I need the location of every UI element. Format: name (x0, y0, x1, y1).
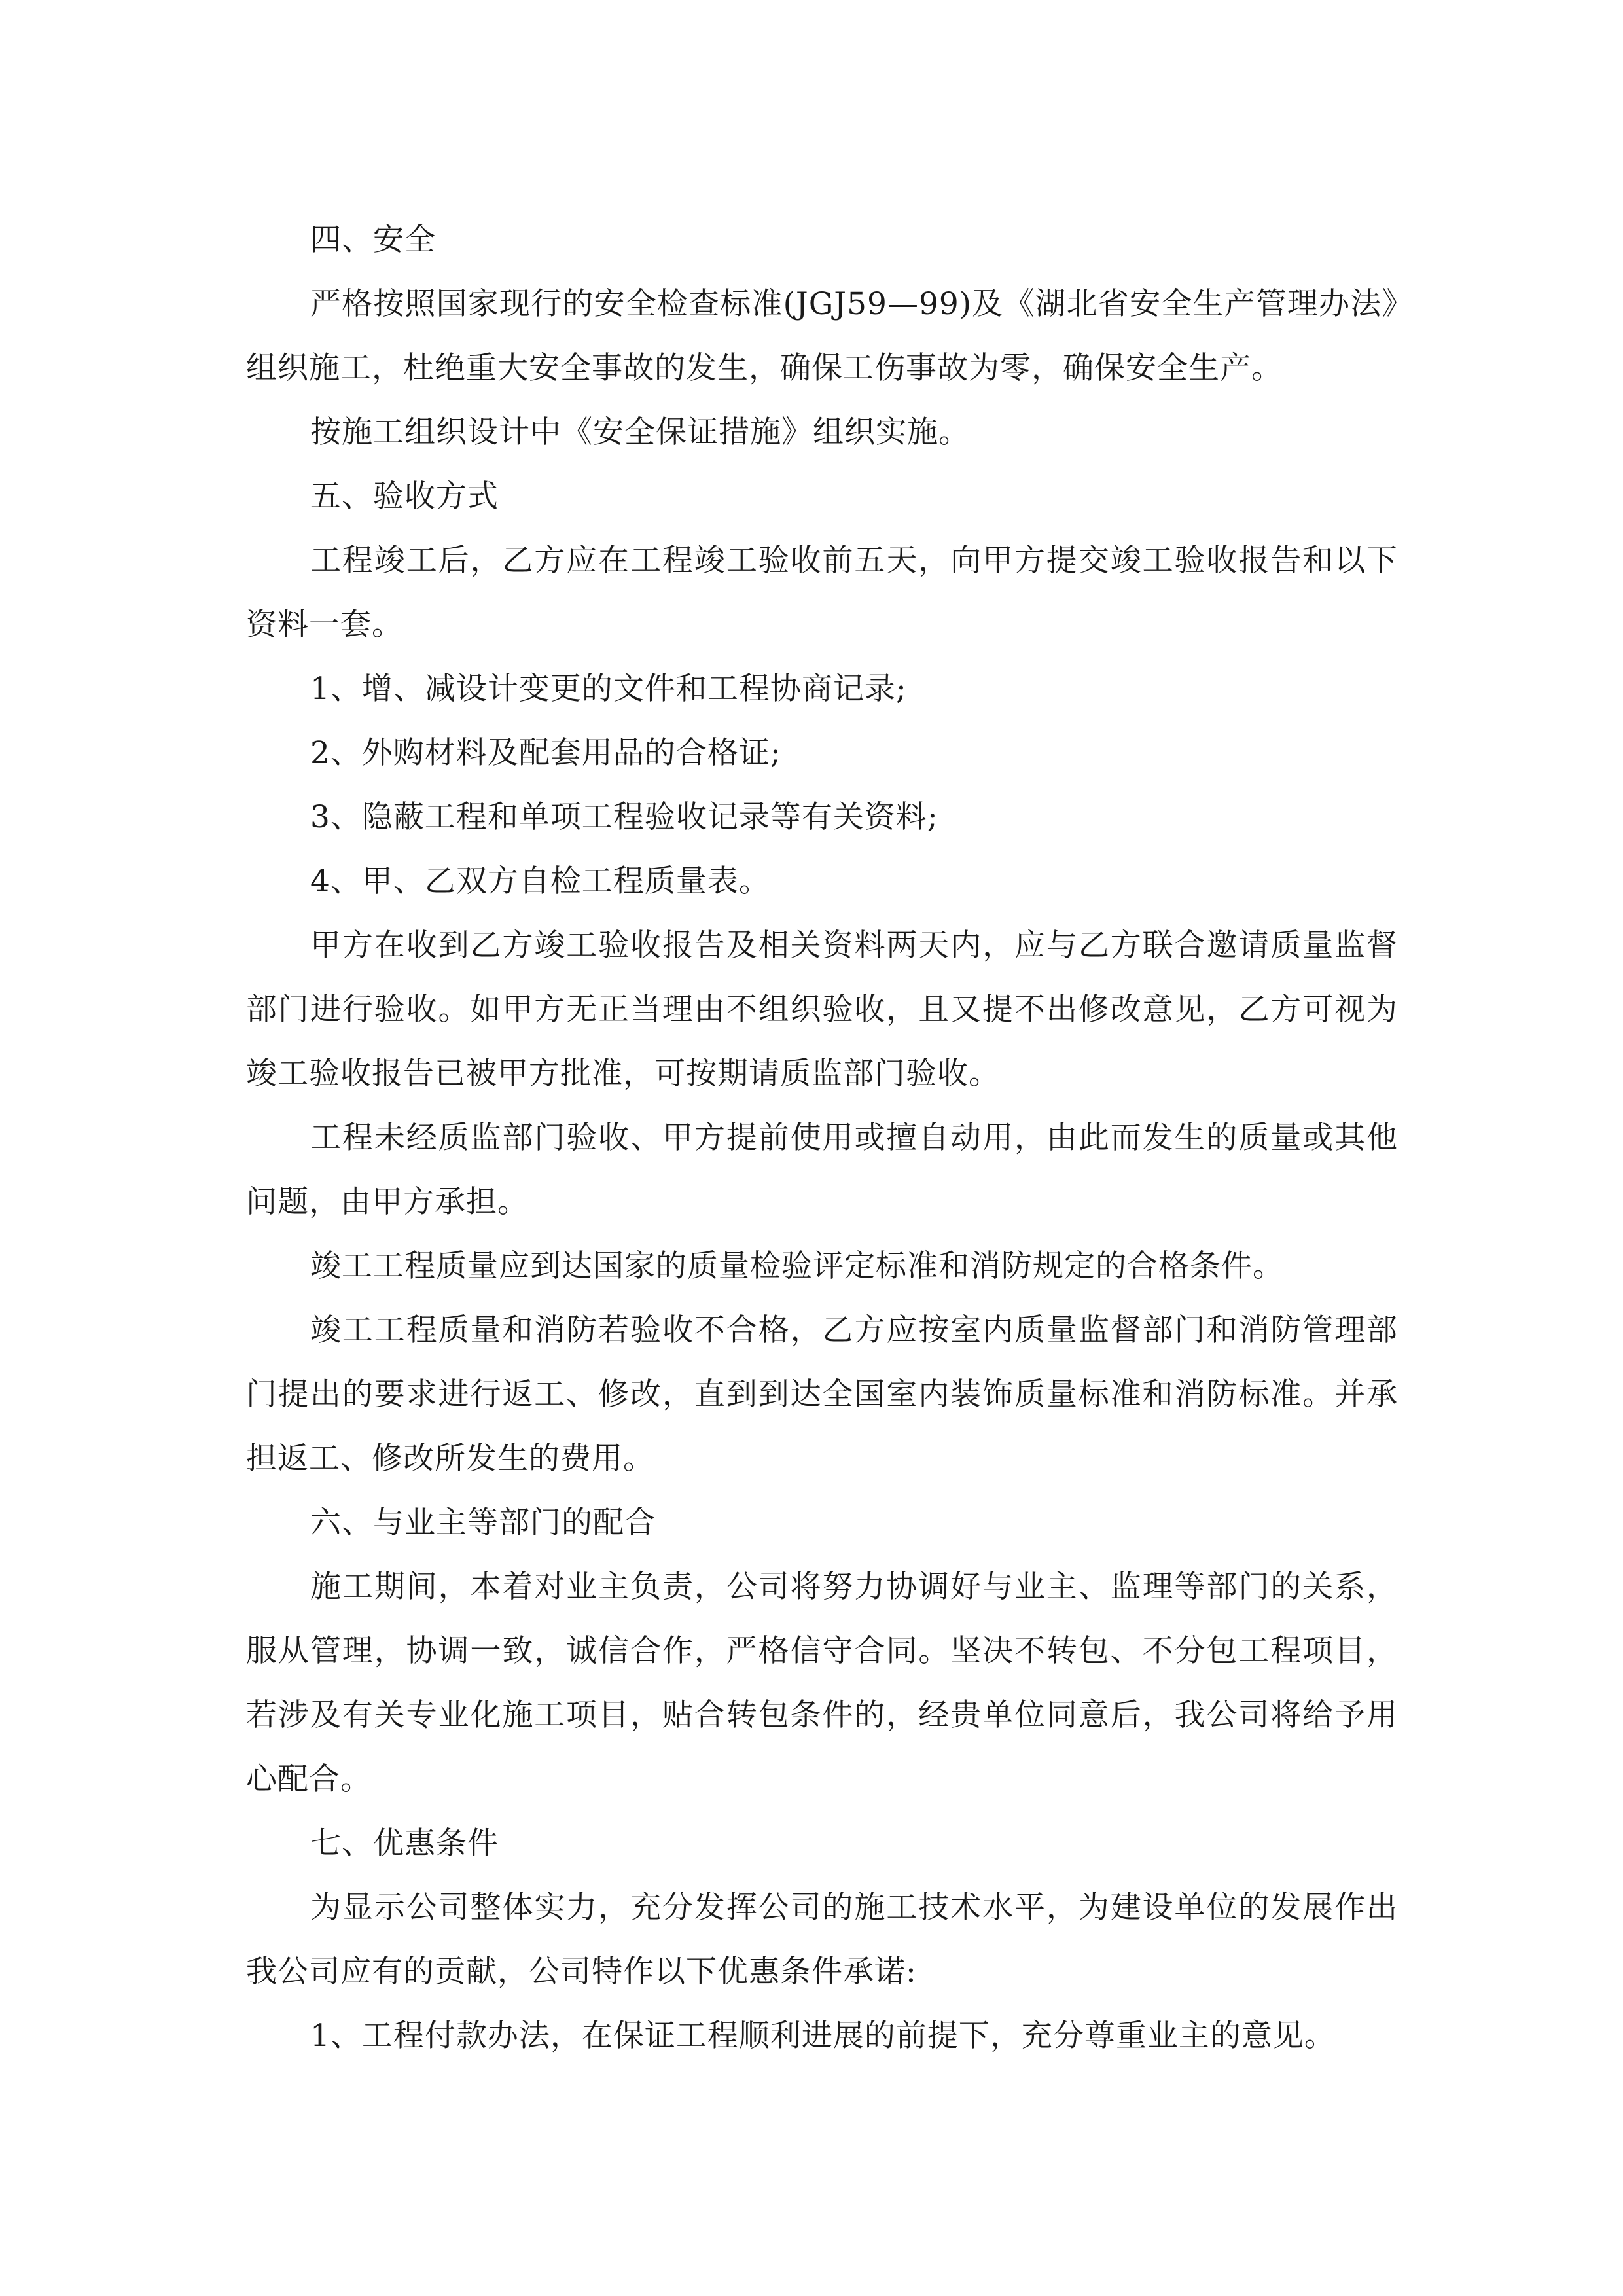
section-heading-acceptance: 五、验收方式 (310, 478, 499, 514)
list-item-2: 2、外购材料及配套用品的合格证; (310, 735, 781, 771)
list-item-1: 1、增、减设计变更的文件和工程协商记录; (310, 671, 907, 707)
paragraph-acceptance-report: 工程竣工后，乙方应在工程竣工验收前五天，向甲方提交竣工验收报告和以下资料一套。 (246, 543, 1398, 643)
paragraph-acceptance-process: 甲方在收到乙方竣工验收报告及相关资料两天内，应与乙方联合邀请质量监督部门进行验收。如甲方无正当理由不组织验收，且又提不出修改意见，乙方可视为竣工验收报告已被甲方批准，可按期请质监部门验收。 (246, 927, 1398, 1092)
paragraph-unapproved-use: 工程未经质监部门验收、甲方提前使用或擅自动用，由此而发生的质量或其他问题，由甲方承担。 (246, 1120, 1398, 1220)
paragraph-preferential-intro: 为显示公司整体实力，充分发挥公司的施工技术水平，为建设单位的发展作出我公司应有的贡献，公司特作以下优惠条件承诺: (246, 1890, 1398, 1990)
section-heading-safety: 四、安全 (310, 222, 436, 258)
paragraph-safety-measures: 按施工组织设计中《安全保证措施》组织实施。 (310, 414, 970, 450)
paragraph-quality-standard: 竣工工程质量应到达国家的质量检验评定标准和消防规定的合格条件。 (310, 1248, 1284, 1284)
paragraph-rework: 竣工工程质量和消防若验收不合格，乙方应按室内质量监督部门和消防管理部门提出的要求进行返工、修改，直到到达全国室内装饰质量标准和消防标准。并承担返工、修改所发生的费用。 (246, 1312, 1398, 1477)
section-heading-preferential: 七、优惠条件 (310, 1825, 499, 1861)
list-item-3: 3、隐蔽工程和单项工程验收记录等有关资料; (310, 799, 938, 835)
list-item-payment: 1、工程付款办法，在保证工程顺利进展的前提下，充分尊重业主的意见。 (310, 2018, 1336, 2054)
paragraph-safety-standard: 严格按照国家现行的安全检查标准(JGJ59—99)及《湖北省安全生产管理办法》组织施工，杜绝重大安全事故的发生，确保工伤事故为零，确保安全生产。 (246, 286, 1398, 386)
section-heading-cooperation: 六、与业主等部门的配合 (310, 1505, 656, 1541)
paragraph-cooperation: 施工期间，本着对业主负责，公司将努力协调好与业主、监理等部门的关系，服从管理，协调一致，诚信合作，严格信守合同。坚决不转包、不分包工程项目，若涉及有关专业化施工项目，贴合转包条件的，经贵单位同意后，我公司将给予用心配合。 (246, 1569, 1398, 1797)
list-item-4: 4、甲、乙双方自检工程质量表。 (310, 863, 770, 899)
document-body (246, 208, 1398, 2068)
